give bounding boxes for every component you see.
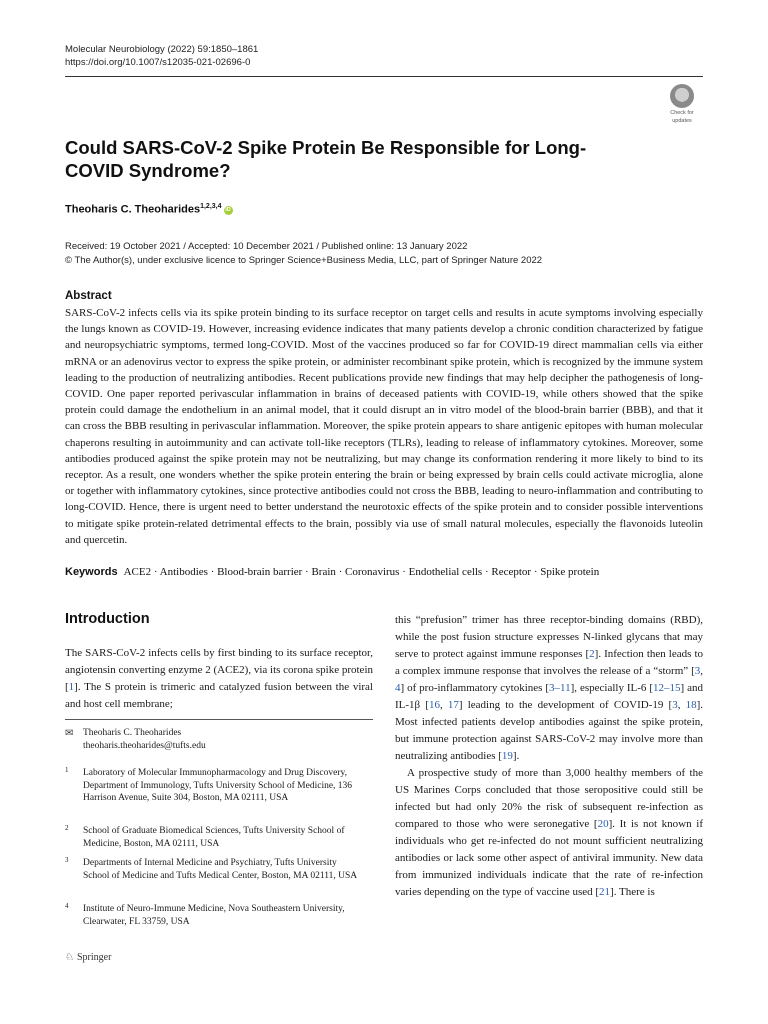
- envelope-icon: ✉: [65, 728, 74, 739]
- col1-text-1: The SARS-CoV-2 infects cells by first binding to its surface receptor, angiotensin converting enzyme 2 (ACE2), via its corona spike protein [: [65, 647, 373, 693]
- publisher-footer: [65, 952, 111, 963]
- reference-link[interactable]: 19: [501, 750, 513, 762]
- header-rule: [65, 76, 703, 77]
- footnote-rule: [65, 719, 373, 720]
- copyright-line: © The Author(s), under exclusive licence to Springer Science+Business Media, LLC, part of Springer Nature 2022: [65, 255, 543, 266]
- affiliation-1: [65, 767, 365, 805]
- text-segment: ] and IL-1β [: [395, 682, 703, 711]
- correspondence-text: [83, 727, 206, 753]
- introduction-heading: Introduction: [65, 611, 150, 627]
- abstract-text: SARS-CoV-2 infects cells via its spike protein binding to its surface receptor on target cells and results in acute symptoms involving especially the lungs known as COVID-19. However, increasing evidence indicates that many patients develop a chronic condition characterized by fatigue and neuropsychiatric symptoms, termed long-COVID. Most of the vaccines produced so far for COVID-19 direct mammalian cells via either mRNA or an adenovirus vector to express the spike protein, or administer recombinant spike protein, which is recognized by the immune system leading to the production of neutralizing antibodies. Recent publications provide new findings that may help decipher the pathogenesis of long-COVID. One paper reported perivascular inflammation in brains of deceased patients with COVID-19, while others showed that the spike protein could damage the endothelium in an animal model, that it could disrupt an in vitro model of the blood-brain barrier (BBB), and that it can cross the BBB resulting in perivascular inflammation. Moreover, the spike protein appears to share antigenic epitopes with human molecular chaperons resulting in autoimmunity and can activate toll-like receptors (TLRs), leading to release of inflammatory cytokines. Moreover, some antibodies produced against the spike protein may not be neutralizing, but may change its conformation rendering it more likely to bind to its receptor. As a result, one wonders whether the spike protein entering the brain or being expressed by brain cells could activate microglia, alone or together with inflammatory cytokines, since protective antibodies could not cross the BBB, leading to neuro-inflammation and contributing to long-COVID. Hence, there is urgent need to better understand the neurotoxic effects of the spike protein and to consider possible interventions to mitigate spike protein-related detrimental effects to the brain, possibly via use of small natural molecules, especially the flavonoids luteolin and quercetin.: [65, 307, 703, 546]
- affiliation-text: Laboratory of Molecular Immunopharmacology and Drug Discovery, Department of Immunology, Tufts University School of Medicine, 136 Harrison Avenue, Suite 304, Boston, MA 02111, USA: [83, 768, 353, 803]
- article-title: Could SARS-CoV-2 Spike Protein Be Responsible for Long-COVID Syndrome?: [65, 137, 587, 181]
- affiliation-text: Departments of Internal Medicine and Psychiatry, Tufts University School of Medicine and Tufts Medical Center, Boston, MA 02111, USA: [83, 858, 358, 881]
- keywords-list: ACE2 · Antibodies · Blood-brain barrier · Brain · Coronavirus · Endothelial cells · Receptor · Spike protein: [123, 566, 600, 578]
- affiliation-text: Institute of Neuro-Immune Medicine, Nova Southeastern University, Clearwater, FL 33759, USA: [83, 904, 345, 927]
- correspondence-name: Theoharis C. Theoharides: [83, 728, 182, 738]
- col2-paragraph-2: [395, 765, 703, 901]
- text-segment: this “prefusion” trimer has three receptor-binding domains (RBD), while the post fusion structure expresses N-linked glycans that may serve to protect against immune responses [: [395, 614, 703, 660]
- text-segment: A prospective study of more than 3,000 healthy members of the US Marines Corps concluded that those seropositive could still be infected but had only 20% the risk of subsequent re-infection as compared to those who were seronegative [: [395, 767, 703, 830]
- reference-link[interactable]: 17: [447, 699, 459, 711]
- affiliation-number: 2: [65, 824, 69, 832]
- affiliation-3: [65, 857, 365, 882]
- affiliation-2: [65, 825, 365, 850]
- text-segment: ,: [439, 699, 448, 711]
- col2-paragraph-1: [395, 612, 703, 765]
- affiliation-number: 3: [65, 856, 69, 864]
- author-line: [65, 203, 233, 216]
- text-segment: ]. Most infected patients develop antibodies against the spike protein, but immune protection against SARS-CoV-2 may involve more than neutralizing antibodies [: [395, 699, 704, 762]
- reference-link[interactable]: 12–15: [653, 682, 681, 694]
- reference-link[interactable]: 3: [672, 699, 678, 711]
- text-segment: ,: [700, 665, 703, 677]
- text-segment: ]. It is not known if individuals who get re-infected do not mount sufficient neutralizing antibodies or lack some other aspect of antiviral immunity. New data from immunized individuals indicate that the rate of re-infection varies depending on the type of vaccine used [: [395, 818, 703, 898]
- author-affiliation-numbers: 1,2,3,4: [200, 203, 222, 210]
- introduction-column-2: [395, 612, 703, 901]
- text-segment: ] leading to the development of COVID-19 [: [458, 699, 673, 711]
- check-for-updates-badge[interactable]: [661, 84, 703, 124]
- affiliation-text: School of Graduate Biomedical Sciences, Tufts University School of Medicine, Boston, MA 02111, USA: [83, 826, 345, 849]
- journal-citation: Molecular Neurobiology (2022) 59:1850–1861: [65, 44, 259, 55]
- badge-line-1: Check for: [670, 110, 694, 116]
- reference-link[interactable]: 4: [395, 682, 401, 694]
- reference-link[interactable]: 20: [597, 818, 609, 830]
- journal-header: [65, 43, 258, 69]
- reference-link[interactable]: 2: [589, 648, 595, 660]
- history-dates: Received: 19 October 2021 / Accepted: 10 December 2021 / Published online: 13 January 2022: [65, 241, 468, 252]
- text-segment: ]. Infection then leads to a complex immune response that involves the release of a “storm” [: [395, 648, 703, 677]
- reference-link[interactable]: 16: [428, 699, 440, 711]
- reference-link[interactable]: 3–11: [549, 682, 571, 694]
- author-name[interactable]: Theoharis C. Theoharides: [65, 203, 201, 216]
- doi-link[interactable]: https://doi.org/10.1007/s12035-021-02696-0: [65, 57, 251, 68]
- affiliation-number: 1: [65, 766, 69, 774]
- badge-line-2: updates: [672, 118, 692, 124]
- text-segment: ]. There is: [610, 886, 655, 898]
- reference-link[interactable]: 21: [599, 886, 611, 898]
- text-segment: ,: [677, 699, 686, 711]
- publisher-name: Springer: [76, 952, 112, 963]
- reference-link[interactable]: 18: [685, 699, 697, 711]
- publication-dates: [65, 240, 542, 268]
- abstract-heading: Abstract: [65, 290, 112, 302]
- text-segment: ] of pro-inflammatory cytokines [: [400, 682, 550, 694]
- correspondence-email[interactable]: theoharis.theoharides@tufts.edu: [83, 741, 206, 751]
- affiliation-number: 4: [65, 902, 69, 910]
- col1-text-2: ]. The S protein is trimeric and catalyzed fusion between the viral and host cell membrane;: [65, 681, 373, 710]
- orcid-icon[interactable]: iD: [225, 206, 231, 213]
- check-updates-icon: [670, 84, 694, 108]
- keywords: [65, 566, 703, 578]
- text-segment: ].: [512, 750, 520, 762]
- keywords-label: Keywords: [65, 566, 118, 578]
- reference-link[interactable]: 3: [694, 665, 701, 677]
- reference-link[interactable]: 1: [68, 681, 75, 693]
- springer-horse-icon: ♘: [65, 952, 74, 963]
- affiliation-4: [65, 903, 365, 928]
- text-segment: ], especially IL-6 [: [570, 682, 654, 694]
- introduction-column-1: [65, 645, 373, 713]
